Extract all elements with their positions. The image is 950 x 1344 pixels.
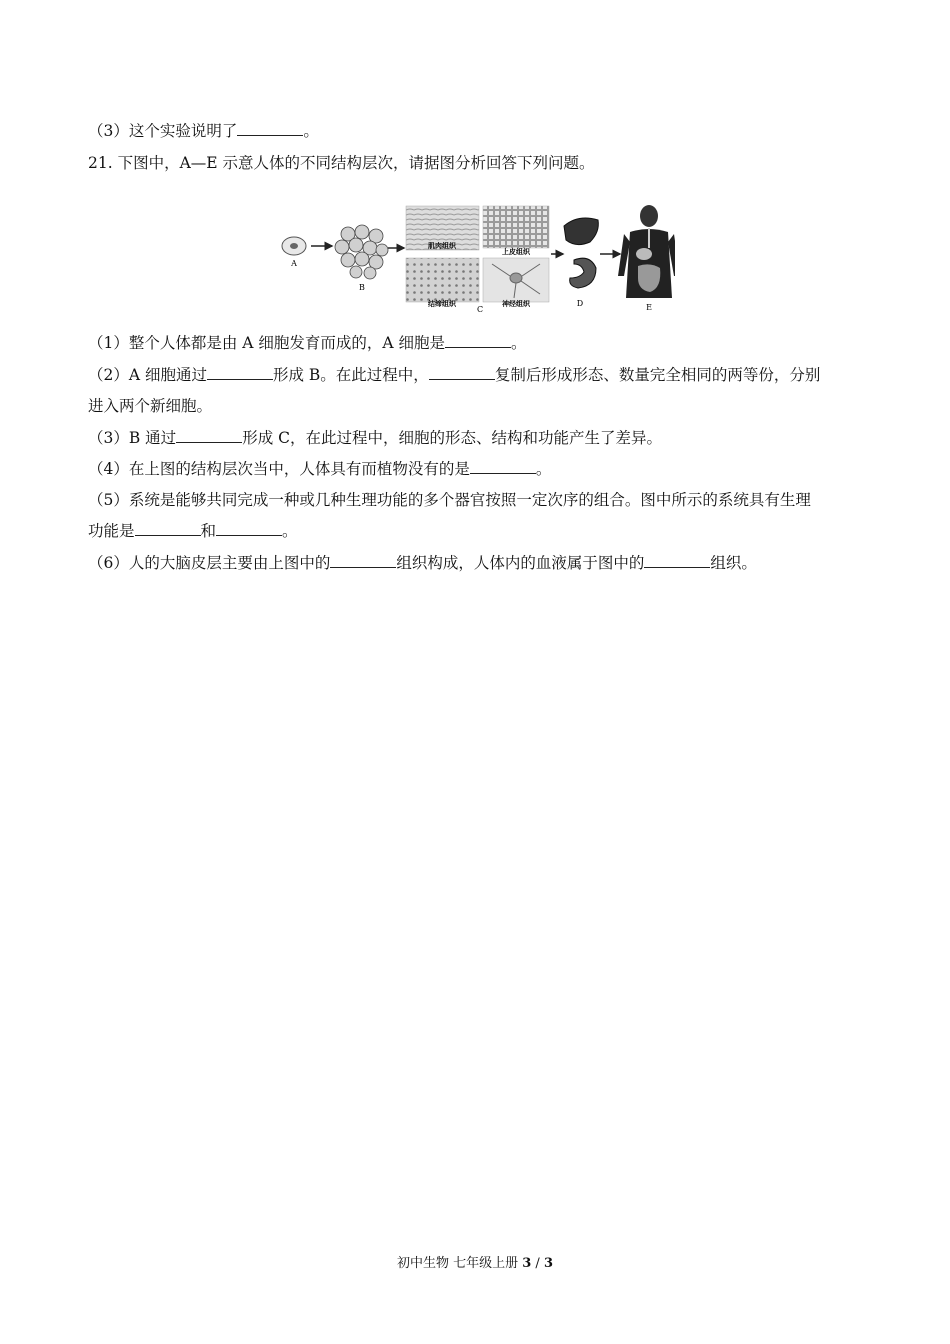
answer-blank[interactable] — [135, 521, 201, 536]
label-a: A — [291, 259, 297, 268]
connective-tissue-label: 结缔组织 — [428, 299, 456, 308]
answer-blank[interactable] — [237, 121, 303, 136]
structure-levels-figure — [278, 198, 675, 315]
answer-blank[interactable] — [429, 365, 495, 380]
question-21-stem: 21. 下图中，A—E 示意人体的不同结构层次，请据图分析回答下列问题。 — [88, 154, 595, 172]
q20-part3: （3）这个实验说明了 。 — [88, 122, 319, 140]
q21-part3: （3）B 通过 形成 C，在此过程中，细胞的形态、结构和功能产生了差异。 — [88, 429, 662, 447]
connective-tissue-image — [406, 258, 479, 302]
answer-blank[interactable] — [207, 365, 273, 380]
footer-title: 初中生物 七年级上册 — [396, 1256, 523, 1271]
answer-blank[interactable] — [216, 521, 282, 536]
page-footer: 初中生物 七年级上册 3 / 3 — [396, 1256, 553, 1271]
epithelial-tissue-label: 上皮组织 — [502, 247, 530, 256]
q21-part1: （1）整个人体都是由 A 细胞发育而成的，A 细胞是 。 — [88, 334, 527, 352]
human-body-drawing — [618, 205, 675, 298]
page-total: 3 — [543, 1256, 553, 1271]
epithelial-tissue-image — [483, 206, 549, 248]
label-e: E — [646, 303, 652, 312]
muscle-tissue-label: 肌肉组织 — [428, 241, 456, 250]
q20-part3-text: （3）这个实验说明了 — [88, 122, 238, 140]
cell-cluster-b — [335, 225, 388, 279]
nerve-tissue-label: 神经组织 — [502, 299, 530, 308]
label-d: D — [576, 299, 584, 308]
stomach-drawing — [570, 258, 596, 288]
answer-blank[interactable] — [330, 553, 396, 568]
q21-part4: （4）在上图的结构层次当中，人体具有而植物没有的是 。 — [88, 460, 552, 478]
answer-blank[interactable] — [176, 428, 242, 443]
q21-part6: （6）人的大脑皮层主要由上图中的 组织构成，人体内的血液属于图中的 组织。 — [88, 554, 757, 572]
liver-drawing — [564, 218, 598, 245]
page-number: 3 — [522, 1256, 532, 1271]
label-c: C — [476, 305, 484, 314]
cell-a — [282, 237, 306, 255]
answer-blank[interactable] — [445, 333, 511, 348]
answer-blank[interactable] — [644, 553, 710, 568]
q21-part2-cont: 进入两个新细胞。 — [88, 397, 213, 415]
q21-part5-cont: 功能是 和 。 — [88, 522, 298, 540]
answer-blank[interactable] — [470, 459, 536, 474]
q21-part5: （5）系统是能够共同完成一种或几种生理功能的多个器官按照一定次序的组合。图中所示的系统具有生理 — [88, 491, 811, 509]
label-b: B — [359, 283, 365, 292]
q21-part2: （2）A 细胞通过 形成 B。在此过程中， 复制后形成形态、数量完全相同的两等份，分别 — [88, 366, 821, 384]
